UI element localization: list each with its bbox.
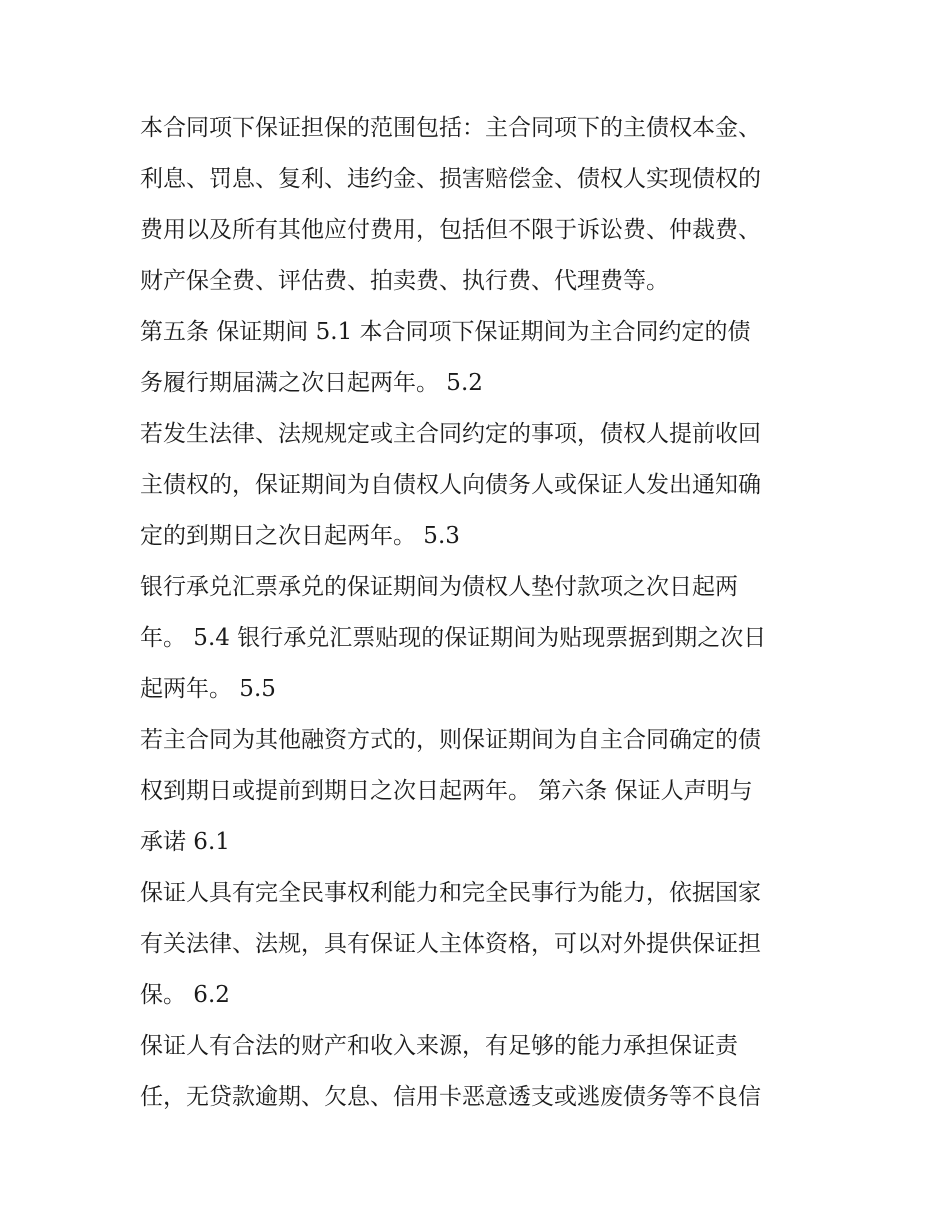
text-line: 利息、罚息、复利、违约金、损害赔偿金、债权人实现债权的 [140, 166, 761, 192]
contract-text [140, 103, 840, 1123]
text-line: 起两年。 5.5 [140, 676, 276, 702]
text-line: 权到期日或提前到期日之次日起两年。 第六条 保证人声明与 [140, 778, 753, 804]
text-line: 主债权的，保证期间为自债权人向债务人或保证人发出通知确 [140, 472, 761, 498]
text-line: 本合同项下保证担保的范围包括：主合同项下的主债权本金、 [140, 115, 761, 141]
text-line: 保证人有合法的财产和收入来源，有足够的能力承担保证责 [140, 1033, 738, 1059]
text-line: 保。 6.2 [140, 982, 230, 1008]
text-line: 务履行期届满之次日起两年。 5.2 [140, 370, 483, 396]
text-line: 财产保全费、评估费、拍卖费、执行费、代理费等。 [140, 268, 669, 294]
text-line: 承诺 6.1 [140, 829, 230, 855]
text-line: 有关法律、法规，具有保证人主体资格，可以对外提供保证担 [140, 931, 761, 957]
text-line: 任，无贷款逾期、欠息、信用卡恶意透支或逃废债务等不良信 [140, 1084, 761, 1110]
text-line: 银行承兑汇票承兑的保证期间为债权人垫付款项之次日起两 [140, 574, 738, 600]
text-line: 第五条 保证期间 5.1 本合同项下保证期间为主合同约定的债 [140, 319, 751, 345]
text-line: 年。 5.4 银行承兑汇票贴现的保证期间为贴现票据到期之次日 [140, 625, 767, 651]
text-line: 若发生法律、法规规定或主合同约定的事项，债权人提前收回 [140, 421, 761, 447]
text-line: 定的到期日之次日起两年。 5.3 [140, 523, 460, 549]
text-line: 若主合同为其他融资方式的，则保证期间为自主合同确定的债 [140, 727, 761, 753]
text-line: 费用以及所有其他应付费用，包括但不限于诉讼费、仲裁费、 [140, 217, 761, 243]
text-line: 保证人具有完全民事权利能力和完全民事行为能力，依据国家 [140, 880, 761, 906]
